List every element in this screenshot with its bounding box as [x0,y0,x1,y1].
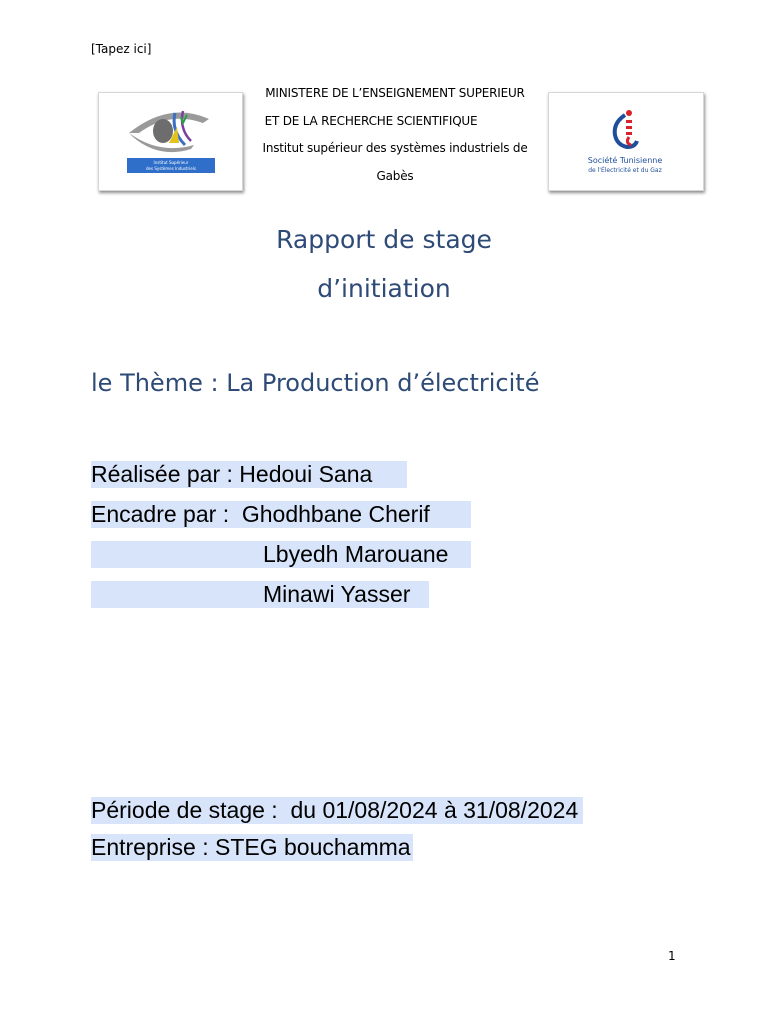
company-line: Entreprise : STEG bouchamma [91,834,411,860]
left-logo-text-2: des Systèmes Industriels [146,166,196,171]
steg-logo-icon [549,93,703,190]
page-number: 1 [668,949,676,963]
report-title-line-2: d’initiation [317,274,451,303]
institute-logo [98,92,243,191]
steg-logo [548,92,704,191]
institute-line-1: Institut supérieur des systèmes industriels de [262,141,528,155]
supervisor-3: Minawi Yasser [263,581,411,607]
internship-period: Période de stage : du 01/08/2024 à 31/08/2024 [91,797,579,823]
report-title-line-1: Rapport de stage [276,225,492,254]
institute-line-2: Gabès [376,169,414,183]
report-theme: le Thème : La Production d’électricité [91,369,540,397]
author-line: Réalisée par : Hedoui Sana [91,461,373,487]
eye-logo-icon [99,93,242,190]
supervisor-2: Lbyedh Marouane [263,541,449,567]
right-logo-text-1: Société Tunisienne [587,156,663,165]
ministry-line-1: MINISTERE DE L’ENSEIGNEMENT SUPERIEUR [265,86,525,100]
supervisor-line: Encadre par : Ghodhbane Cherif [91,501,430,527]
left-logo-text-1: Institut Supérieur [153,160,189,165]
right-logo-text-2: de l'Électricité et du Gaz [588,167,662,174]
header-placeholder: [Tapez ici] [91,42,152,56]
ministry-line-2: ET DE LA RECHERCHE SCIENTIFIQUE [264,114,478,128]
